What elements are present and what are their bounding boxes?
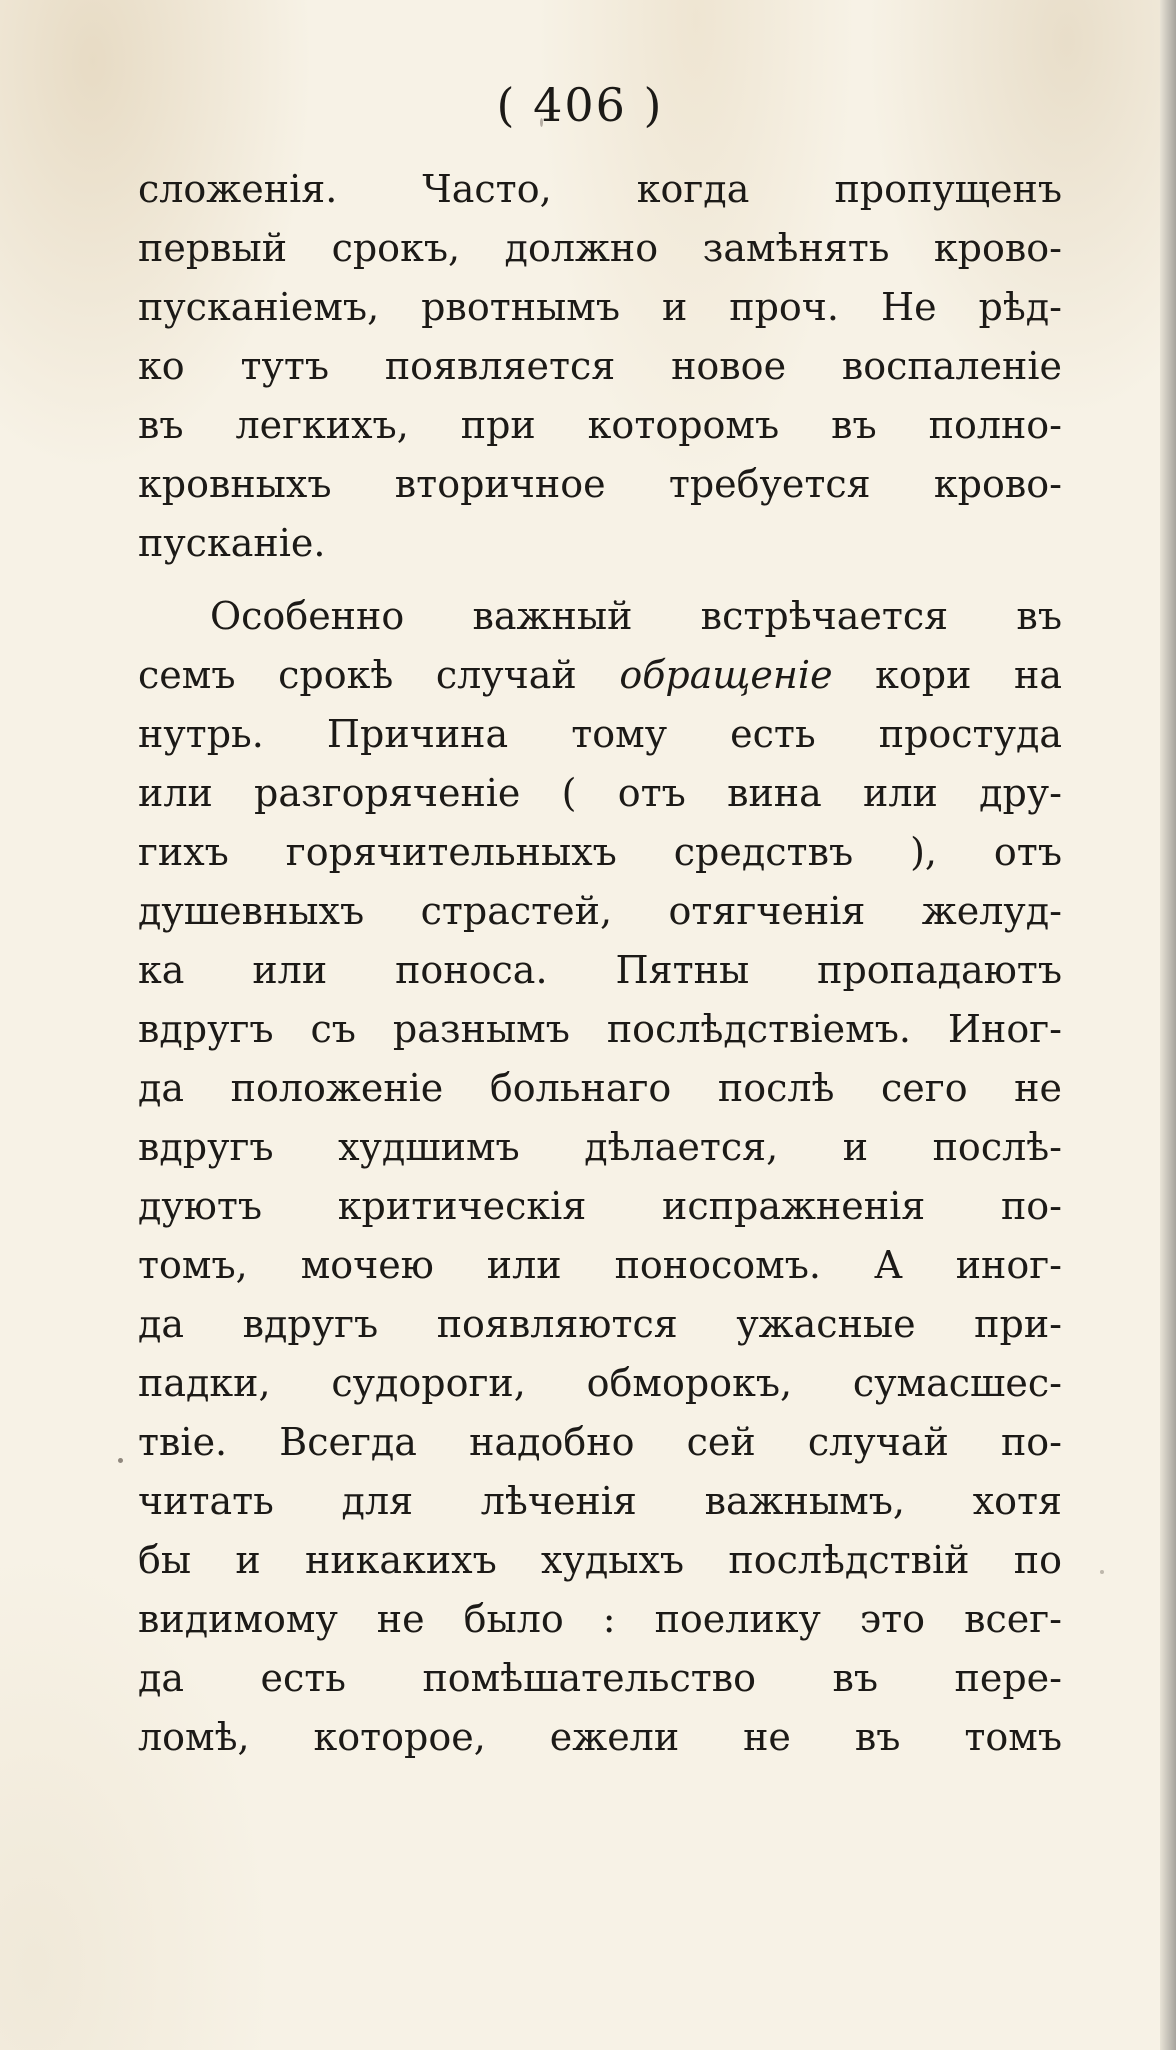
text-line bbox=[138, 1059, 1062, 1118]
text-line bbox=[138, 882, 1062, 941]
text-line bbox=[138, 1590, 1062, 1649]
paragraph-1 bbox=[138, 160, 1062, 573]
line-text: вдругъ худшимъ дѣлается, и послѣ- bbox=[138, 1125, 1062, 1169]
text-line bbox=[138, 1472, 1062, 1531]
line-text: читать для лѣченія важнымъ, хотя bbox=[138, 1479, 1062, 1523]
text-line bbox=[138, 1000, 1062, 1059]
text-line-with-italic bbox=[138, 646, 1062, 705]
line-text: нутрь. Причина тому есть простуда bbox=[138, 712, 1062, 756]
text-line bbox=[138, 1118, 1062, 1177]
line-text: видимому не было : поелику это всег- bbox=[138, 1597, 1062, 1641]
text-line: первый срокъ, должно замѣнять крово- bbox=[138, 226, 1062, 270]
text-line: сложенія. Часто, когда пропущенъ bbox=[138, 167, 1062, 211]
text-line: ко тутъ появляется новое воспаленіе bbox=[138, 344, 1062, 388]
text-line bbox=[138, 1295, 1062, 1354]
line-text: вдругъ съ разнымъ послѣдствіемъ. Иног- bbox=[138, 1007, 1062, 1051]
paragraph-2 bbox=[138, 587, 1062, 1767]
page-number: ( 406 ) bbox=[496, 78, 664, 132]
line-text: томъ, мочею или поносомъ. А иног- bbox=[138, 1243, 1062, 1287]
text-line bbox=[138, 1413, 1062, 1472]
page-edge-shadow bbox=[1160, 0, 1176, 2050]
ink-speck bbox=[1100, 1570, 1104, 1574]
line-text: бы и никакихъ худыхъ послѣдствій по bbox=[138, 1538, 1062, 1582]
text-line: въ легкихъ, при которомъ въ полно- bbox=[138, 403, 1062, 447]
text-line bbox=[138, 1354, 1062, 1413]
line-text: или разгоряченіе ( отъ вина или дру- bbox=[138, 771, 1062, 815]
line-text: дуютъ критическія испражненія по- bbox=[138, 1184, 1062, 1228]
text-line: кровныхъ вторичное требуется крово- bbox=[138, 462, 1062, 506]
text-line bbox=[138, 823, 1062, 882]
line-text: да положеніе больнаго послѣ сего не bbox=[138, 1066, 1062, 1110]
text-line bbox=[138, 1649, 1062, 1708]
line-text: да вдругъ появляются ужасные при- bbox=[138, 1302, 1062, 1346]
line-text: падки, судороги, обморокъ, сумасшес- bbox=[138, 1361, 1062, 1405]
text-line bbox=[138, 1236, 1062, 1295]
text-line bbox=[138, 941, 1062, 1000]
line-text: да есть помѣшательство въ пере- bbox=[138, 1656, 1062, 1700]
line-text: ломѣ, которое, ежели не въ томъ bbox=[138, 1715, 1062, 1759]
line-text: твіе. Всегда надобно сей случай по- bbox=[138, 1420, 1062, 1464]
line-text: ка или поноса. Пятны пропадаютъ bbox=[138, 948, 1062, 992]
line-text: душевныхъ страстей, отягченія желуд- bbox=[138, 889, 1062, 933]
ink-speck bbox=[118, 1458, 123, 1463]
line-text: семъ срокѣ случай bbox=[138, 653, 577, 697]
text-line bbox=[138, 705, 1062, 764]
text-line bbox=[138, 1531, 1062, 1590]
text-line: пусканіе. bbox=[138, 521, 326, 565]
text-line: пусканіемъ, рвотнымъ и проч. Не рѣд- bbox=[138, 285, 1062, 329]
line-text: кори на bbox=[875, 653, 1063, 697]
body-text bbox=[138, 160, 1062, 1767]
paragraph-gap bbox=[138, 573, 1062, 587]
line-text: Особенно важный встрѣчается въ bbox=[210, 594, 1062, 638]
text-line bbox=[138, 1708, 1062, 1767]
text-line bbox=[138, 587, 1062, 646]
line-text: гихъ горячительныхъ средствъ ), отъ bbox=[138, 830, 1062, 874]
text-line bbox=[138, 764, 1062, 823]
italic-term: обращеніе bbox=[619, 653, 833, 697]
text-line bbox=[138, 1177, 1062, 1236]
